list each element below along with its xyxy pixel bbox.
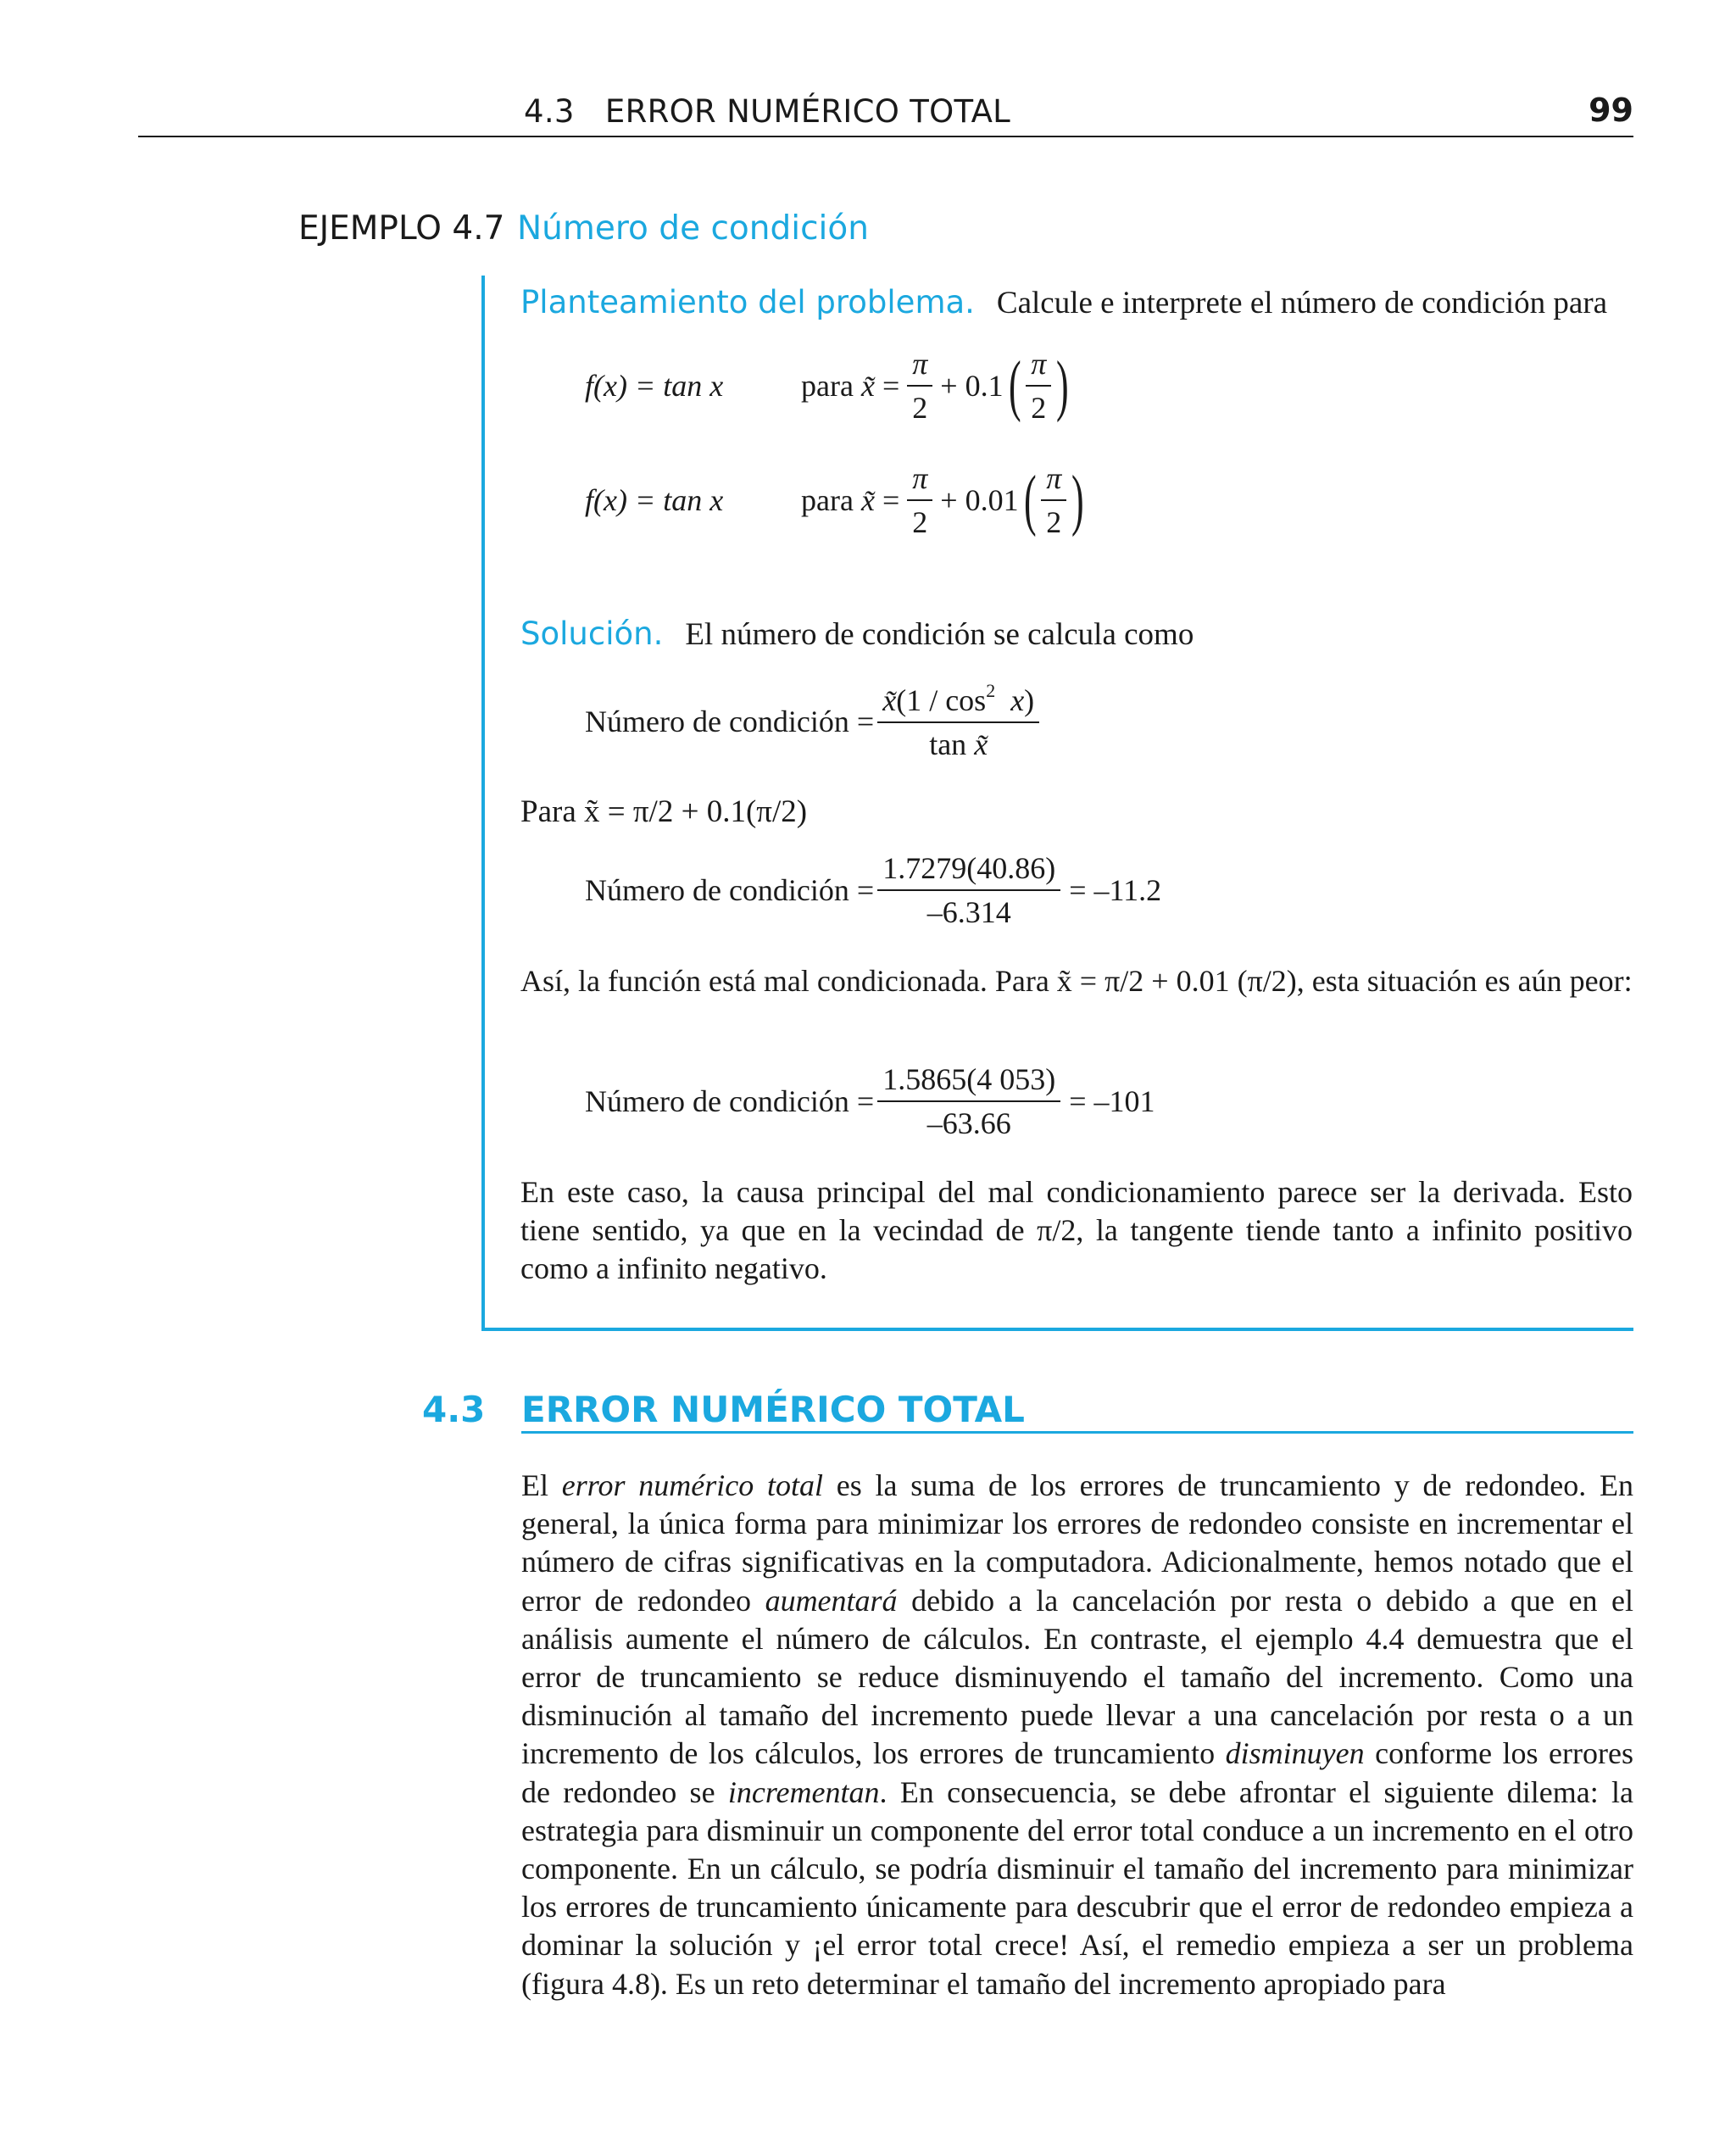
- equation-2: f(x) = tan x para x̃ = $\frac{\pi}{2}$ + 0.01 ( $\frac{\pi}{2}$ ): [585, 461, 1084, 539]
- statement-text: Calcule e interprete el número de condición para: [996, 286, 1608, 320]
- case-2-numerator: 1.5865(4 053): [882, 1062, 1056, 1096]
- equation-1-para: para: [801, 369, 854, 403]
- example-box-bottom-rule: [481, 1328, 1633, 1331]
- equation-2-coef: 0.01: [965, 483, 1019, 517]
- case-2-label: Número de condición =: [585, 1084, 875, 1118]
- statement-heading: Planteamiento del problema.: [520, 284, 975, 320]
- example-label: EJEMPLO 4.7: [298, 209, 505, 248]
- formula-denominator: tan: [929, 727, 967, 761]
- header-rule: [138, 136, 1633, 137]
- para-emphasis-4: incrementan: [727, 1774, 880, 1809]
- section-title: ERROR NUMÉRICO TOTAL: [521, 1389, 1025, 1430]
- section-number: 4.3: [422, 1389, 486, 1430]
- section-paragraph: [521, 1467, 1633, 2003]
- solution-heading: Solución.: [520, 615, 664, 652]
- equation-2-para: para: [801, 483, 854, 517]
- example-title: Número de condición: [517, 209, 869, 248]
- para-emphasis-1: error numérico total: [561, 1468, 823, 1502]
- equation-1-coef: 0.1: [965, 369, 1004, 403]
- case-1-result: = –11.2: [1069, 873, 1162, 907]
- equation-1-lhs: f(x) = tan x: [585, 369, 724, 403]
- running-head: 4.3 ERROR NUMÉRICO TOTAL: [524, 93, 1011, 130]
- problem-statement: [520, 284, 1607, 321]
- para-emphasis-2: aumentará: [765, 1583, 898, 1618]
- case-2-equation: [585, 1061, 1155, 1141]
- para-text-3: debido a la cancelación por resta o debido a que en el análisis aumente el número de cálculos. En contraste, el ejemplo 4.4 demuestra que el error de truncamiento se reduce disminuyendo el tamaño del incremento. Como una disminución al tamaño del incremento puede llevar a una cancelación por resta o a un incremento de los cálculos, los errores de truncamiento: [521, 1583, 1633, 1771]
- equation-2-lhs: f(x) = tan x: [585, 483, 724, 517]
- solution: [520, 615, 1194, 653]
- formula-label: Número de condición =: [585, 704, 875, 738]
- para-text-5: . En consecuencia, se debe afrontar el siguiente dilema: la estrategia para disminuir un componente del error total conduce a un incremento en el otro componente. En un cálculo, se podría disminuir el tamaño del incremento para minimizar los errores de truncamiento únicamente para descubrir que el error de redondeo empieza a dominar la solución y ¡el error total crece! Así, el remedio empieza a ser un problema (figura 4.8). Es un reto determinar el tamaño del incremento apropiado para: [521, 1774, 1633, 2001]
- case-1-numerator: 1.7279(40.86): [882, 851, 1056, 885]
- case-2-denominator: –63.66: [877, 1100, 1060, 1141]
- conclusion-paragraph: En este caso, la causa principal del mal condicionamiento parece ser la derivada. Esto tiene sentido, ya que en la vecindad de π/2, la tangente tiende tanto a infinito positivo como a infinito negativo.: [520, 1175, 1633, 1285]
- case-1-equation: [585, 850, 1161, 930]
- solution-text: El número de condición se calcula como: [685, 617, 1194, 652]
- example-box-left-rule: [481, 276, 485, 1331]
- para-text-4: conforme los errores de redondeo se: [521, 1736, 1633, 1809]
- case-1-text: Para x̃ = π/2 + 0.1(π/2): [520, 794, 808, 829]
- case-1-label: Número de condición =: [585, 873, 875, 907]
- page-number: 99: [1589, 92, 1633, 129]
- para-emphasis-3: disminuyen: [1225, 1736, 1365, 1771]
- mid-paragraph: Así, la función está mal condicionada. Para x̃ = π/2 + 0.01 (π/2), esta situación es aún peor:: [520, 964, 1633, 998]
- case-1-denominator: –6.314: [877, 889, 1060, 930]
- formula-numerator: (1 / cos: [896, 683, 987, 717]
- equation-1: f(x) = tan x para x̃ = $\frac{\pi}{2}$ + 0.1 ( $\frac{\pi}{2}$ ): [585, 347, 1069, 425]
- para-text-2: es la suma de los errores de truncamiento y de redondeo. En general, la única forma para minimizar los errores de redondeo consiste en incrementar el número de cifras significativas en la computadora. Adicionalmente, hemos notado que el error de redondeo: [521, 1468, 1633, 1618]
- case-2-result: = –101: [1069, 1084, 1155, 1118]
- section-rule: [521, 1431, 1633, 1434]
- condition-formula: Número de condición = $\frac{x̃(1 / \cos^2 x)}{\text{tan x̃}}$: [585, 680, 1039, 762]
- para-text-1: El: [521, 1468, 562, 1502]
